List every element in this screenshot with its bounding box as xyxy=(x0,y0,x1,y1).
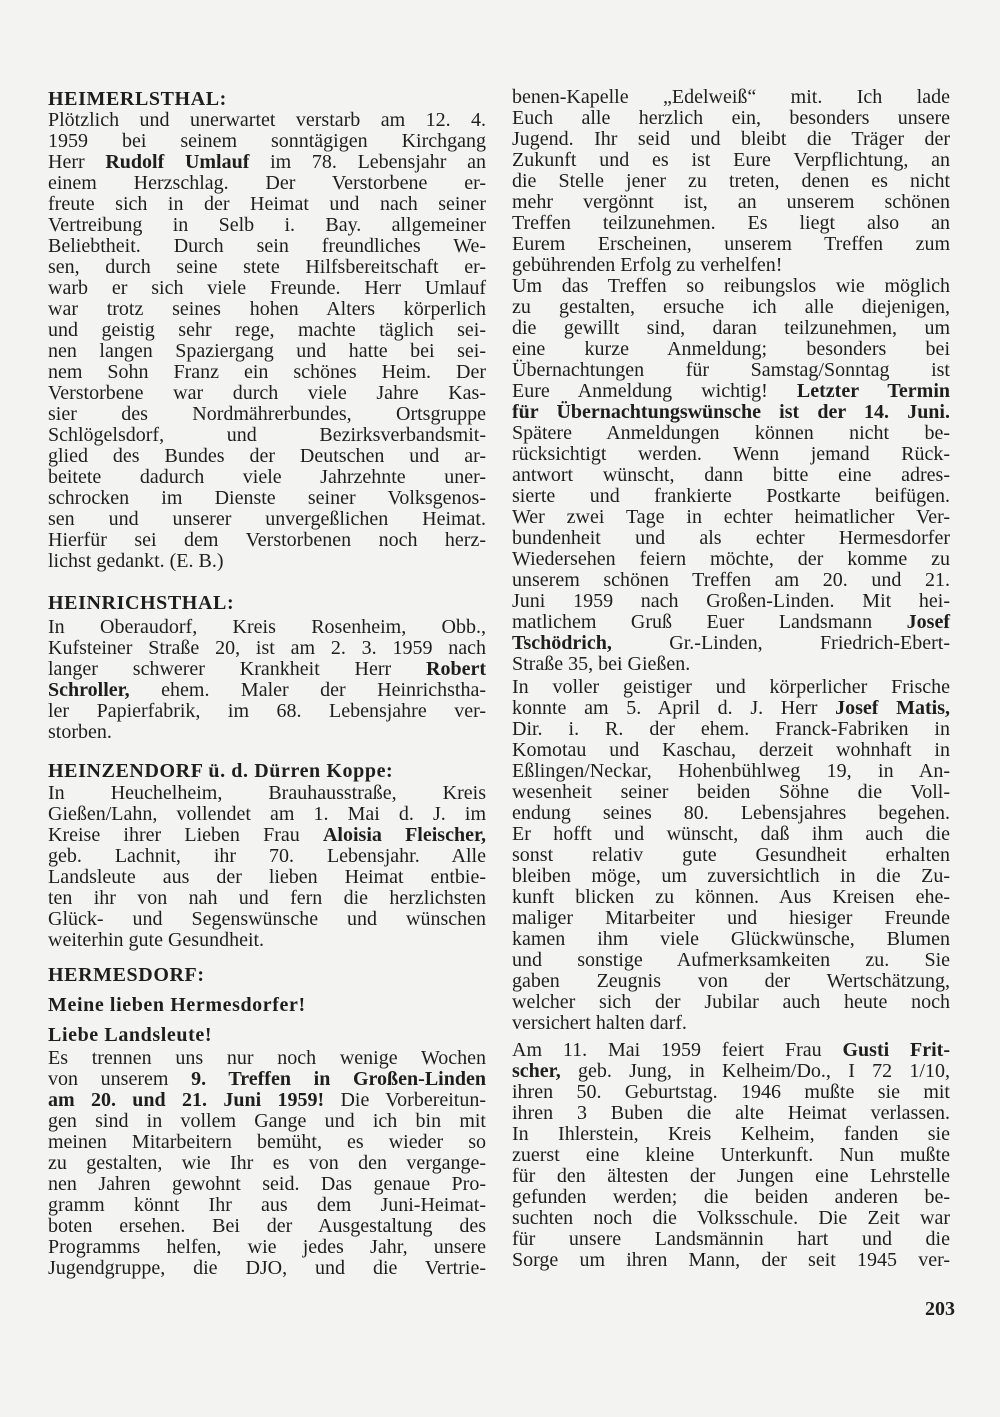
text-line xyxy=(512,866,950,887)
text-span: meinen Mitarbeitern bemüht, es wieder so xyxy=(48,1131,486,1153)
text-span: Jugend. Ihr seid und bleibt die Träger der xyxy=(512,128,950,150)
text-span: Treffen teilzunehmen. Es liegt also an xyxy=(512,212,950,234)
text-line xyxy=(48,131,486,152)
text-span: geb. Lachnit, ihr 70. Lebensjahr. Alle xyxy=(48,845,486,867)
text-span: Glück- und Segenswünsche und wünschen xyxy=(48,908,486,930)
text-span: sierte und frankierte Postkarte beifügen. xyxy=(512,485,950,507)
text-line xyxy=(512,908,950,929)
text-line xyxy=(512,1103,950,1124)
text-line xyxy=(512,971,950,992)
text-span: gebührenden Erfolg zu verhelfen! xyxy=(512,254,783,276)
text-line xyxy=(512,1250,950,1271)
text-span: Er hofft und wünscht, daß ihm auch die xyxy=(512,823,950,845)
text-line xyxy=(512,381,950,402)
text-line xyxy=(48,722,486,743)
text-span: nen langen Spaziergang und hatte bei sei- xyxy=(48,340,486,362)
text-line xyxy=(512,782,950,803)
text-span: zuerst eine kleine Unterkunft. Nun mußte xyxy=(512,1144,950,1166)
text-span: kunft blicken zu können. Aus Kreisen ehe- xyxy=(512,886,950,908)
text-span: einem Herzschlag. Der Verstorbene er- xyxy=(48,172,486,194)
text-span: In Heuchelheim, Brauhausstraße, Kreis xyxy=(48,782,486,804)
text-span: Am 11. Mai 1959 feiert Frau xyxy=(512,1039,843,1061)
text-line xyxy=(512,929,950,950)
text-line xyxy=(512,824,950,845)
text-span: versichert halten darf. xyxy=(512,1012,687,1034)
text-span: Es trennen uns nur noch wenige Wochen xyxy=(48,1047,486,1069)
text-span: maliger Mitarbeiter und hiesiger Freunde xyxy=(512,907,950,929)
text-line xyxy=(48,701,486,722)
text-line xyxy=(48,1258,486,1279)
text-line xyxy=(48,1237,486,1258)
text-line xyxy=(512,339,950,360)
bold-text: am 20. und 21. Juni 1959! xyxy=(48,1089,325,1111)
text-line xyxy=(48,1216,486,1237)
bold-text: Letzter Termin xyxy=(796,380,951,402)
text-span: Beliebtheit. Durch sein freundliches We- xyxy=(48,235,486,257)
text-span: gen sind in vollem Gange und ich bin mit xyxy=(48,1110,486,1132)
text-line xyxy=(48,1153,486,1174)
text-line xyxy=(48,825,486,846)
text-line xyxy=(48,467,486,488)
bold-text: Aloisia Fleischer, xyxy=(322,824,486,846)
text-line xyxy=(512,1208,950,1229)
text-line xyxy=(48,1048,486,1069)
text-span: konnte am 5. April d. J. Herr xyxy=(512,697,836,719)
text-line xyxy=(512,1229,950,1250)
text-line xyxy=(48,680,486,701)
text-line xyxy=(512,719,950,740)
text-line xyxy=(512,402,950,423)
text-line xyxy=(48,110,486,131)
text-line xyxy=(48,617,486,638)
text-line xyxy=(512,297,950,318)
text-span: schrocken im Dienste seiner Volksgenos- xyxy=(48,487,486,509)
text-span: kamen ihm viele Glückwünsche, Blumen xyxy=(512,928,950,950)
text-span: die gewillt sind, daran teilzunehmen, um xyxy=(512,317,950,339)
text-span: antwort wünscht, dann bitte eine adres- xyxy=(512,464,950,486)
text-line xyxy=(512,740,950,761)
text-span: glied des Bundes der Deutschen und ar- xyxy=(48,445,486,467)
text-span: Eurem Erscheinen, unserem Treffen zum xyxy=(512,233,950,255)
text-span: sier des Nordmährerbundes, Ortsgruppe xyxy=(48,403,486,425)
text-line xyxy=(512,654,950,675)
text-span: für unsere Landsmännin hart und die xyxy=(512,1228,950,1250)
text-span: unserem schönen Treffen am 20. und 21. xyxy=(512,569,950,591)
text-span: Wer zwei Tage in echter heimatlicher Ver- xyxy=(512,506,950,528)
text-line xyxy=(48,341,486,362)
text-line xyxy=(512,486,950,507)
text-span: Herr xyxy=(48,151,106,173)
bold-text: 9. Treffen in Großen-Linden xyxy=(191,1068,486,1090)
text-span: sen, durch seine stete Hilfsbereitschaft er- xyxy=(48,256,486,278)
text-span: Programms helfen, wie jedes Jahr, unsere xyxy=(48,1236,486,1258)
text-span: benen-Kapelle „Edelweiß“ mit. Ich lade xyxy=(512,86,950,108)
text-line xyxy=(512,698,950,719)
text-line xyxy=(48,425,486,446)
text-span: Spätere Anmeldungen können nicht be- xyxy=(512,422,950,444)
text-line xyxy=(48,804,486,825)
text-line xyxy=(48,551,486,572)
bold-text: Tschödrich, xyxy=(512,632,612,654)
bold-text: Schroller, xyxy=(48,679,130,701)
text-span: und sonstige Aufmerksamkeiten zu. Sie xyxy=(512,949,950,971)
text-span: Zukunft und es ist Eure Verpflichtung, an xyxy=(512,149,950,171)
text-line xyxy=(512,108,950,129)
text-line xyxy=(48,1195,486,1216)
text-span: Übernachtungen für Samstag/Sonntag ist xyxy=(512,359,950,381)
section-heading-heinrichsthal: HEINRICHSTHAL: xyxy=(48,592,235,614)
text-span: Sorge um ihren Mann, der seit 1945 ver- xyxy=(512,1249,950,1271)
text-line xyxy=(512,234,950,255)
text-span: die Stelle jener zu treten, denen es nicht xyxy=(512,170,950,192)
text-line xyxy=(512,465,950,486)
text-line xyxy=(512,992,950,1013)
text-span: Jugendgruppe, die DJO, und die Vertrie- xyxy=(48,1257,486,1279)
text-line xyxy=(48,1090,486,1111)
text-line xyxy=(48,1069,486,1090)
text-span: ler Papierfabrik, im 68. Lebensjahre ver- xyxy=(48,700,486,722)
text-line xyxy=(48,446,486,467)
text-line xyxy=(48,173,486,194)
text-line xyxy=(512,570,950,591)
text-line xyxy=(48,362,486,383)
text-span: im 78. Lebensjahr an xyxy=(249,151,486,173)
text-line xyxy=(48,488,486,509)
text-line xyxy=(512,360,950,381)
text-line xyxy=(512,1145,950,1166)
text-span: für den ältesten der Jungen eine Lehrstelle xyxy=(512,1165,950,1187)
text-span: Verstorbene war durch viele Jahre Kas- xyxy=(48,382,486,404)
text-line xyxy=(512,1040,950,1061)
paragraph xyxy=(48,110,486,572)
text-span: Dir. i. R. der ehem. Franck-Fabriken in xyxy=(512,718,950,740)
text-span: und geistig sehr rege, machte täglich sei- xyxy=(48,319,486,341)
text-span: Wiedersehen feiern möchte, der komme zu xyxy=(512,548,950,570)
paragraph xyxy=(512,87,950,675)
text-span: Komotau und Kaschau, derzeit wohnhaft in xyxy=(512,739,950,761)
text-span: Gießen/Lahn, vollendet am 1. Mai d. J. im xyxy=(48,803,486,825)
text-span: bleiben möge, um zuversichtlich in die Zu- xyxy=(512,865,950,887)
paragraph xyxy=(48,783,486,951)
text-span: Juni 1959 nach Großen-Linden. Mit hei- xyxy=(512,590,950,612)
text-line xyxy=(48,867,486,888)
text-span: Straße 35, bei Gießen. xyxy=(512,653,691,675)
section-heading-heimerlsthal: HEIMERLSTHAL: xyxy=(48,88,227,110)
text-line xyxy=(512,887,950,908)
text-line xyxy=(512,633,950,654)
text-line xyxy=(48,194,486,215)
text-line xyxy=(512,845,950,866)
text-line xyxy=(512,192,950,213)
text-line xyxy=(48,215,486,236)
text-span: Um das Treffen so reibungslos wie möglich xyxy=(512,275,950,297)
paragraph xyxy=(512,677,950,1034)
text-span: zu gestalten, wie Ihr es von den vergange- xyxy=(48,1152,486,1174)
text-span: von unserem xyxy=(48,1068,192,1090)
bold-text: Gusti Frit- xyxy=(842,1039,950,1061)
bold-text: Rudolf Umlauf xyxy=(105,151,250,173)
text-span: sen und unserer unvergeßlichen Heimat. xyxy=(48,508,486,530)
text-span: mehr vergönnt ist, an unserem schönen xyxy=(512,191,950,213)
text-span: gramm könnt Ihr aus dem Juni-Heimat- xyxy=(48,1194,486,1216)
paragraph xyxy=(48,617,486,743)
text-line xyxy=(512,129,950,150)
text-span: war trotz seines hohen Alters körperlich xyxy=(48,298,486,320)
paragraph xyxy=(512,1040,950,1271)
text-line xyxy=(48,1132,486,1153)
text-span: In voller geistiger und körperlicher Frische xyxy=(512,676,950,698)
bold-text: scher, xyxy=(512,1060,561,1082)
text-line xyxy=(48,383,486,404)
text-line xyxy=(48,909,486,930)
text-line xyxy=(48,888,486,909)
text-span: rücksichtigt werden. Wenn jemand Rück- xyxy=(512,443,950,465)
text-span: gaben Zeugnis von der Wertschätzung, xyxy=(512,970,950,992)
text-span: storben. xyxy=(48,721,112,743)
text-line xyxy=(512,1013,950,1034)
text-span: weiterhin gute Gesundheit. xyxy=(48,929,265,951)
text-line xyxy=(512,507,950,528)
text-span: Vertreibung in Selb i. Bay. allgemeiner xyxy=(48,214,486,236)
text-line xyxy=(512,87,950,108)
text-span: eine kurze Anmeldung; besonders bei xyxy=(512,338,950,360)
text-span: geb. Jung, in Kelheim/Do., I 72 1/10, xyxy=(560,1060,950,1082)
text-line xyxy=(48,530,486,551)
text-span: 1959 bei seinem sonntägigen Kirchgang xyxy=(48,130,486,152)
section-heading-heinzendorf: HEINZENDORF ü. d. Dürren Koppe: xyxy=(48,760,394,782)
bold-text: Robert xyxy=(426,658,486,680)
text-span: Plötzlich und unerwartet verstarb am 12. 4. xyxy=(48,109,486,131)
text-line xyxy=(48,299,486,320)
text-line xyxy=(512,761,950,782)
text-line xyxy=(512,318,950,339)
text-span: bundenheit und als echter Hermesdorfer xyxy=(512,527,950,549)
text-line xyxy=(48,1174,486,1195)
text-line xyxy=(48,509,486,530)
text-line xyxy=(48,278,486,299)
text-line xyxy=(512,1166,950,1187)
text-span: ihren 3 Buben die alte Heimat verlassen. xyxy=(512,1102,950,1124)
text-span: warb er sich viele Freunde. Herr Umlauf xyxy=(48,277,486,299)
text-span: In Ihlerstein, Kreis Kelheim, fanden sie xyxy=(512,1123,950,1145)
text-span: wesenheit seiner beiden Söhne die Voll- xyxy=(512,781,950,803)
text-span: nen Jahren gewohnt seid. Das genaue Pro- xyxy=(48,1173,486,1195)
text-span: boten ersehen. Bei der Ausgestaltung des xyxy=(48,1215,486,1237)
text-span: Gr.-Linden, Friedrich-Ebert- xyxy=(611,632,950,654)
text-line xyxy=(512,1124,950,1145)
text-line xyxy=(512,591,950,612)
text-span: ihren 50. Geburtstag. 1946 mußte sie mit xyxy=(512,1081,950,1103)
text-span: Die Vorbereitun- xyxy=(324,1089,487,1111)
text-line xyxy=(512,150,950,171)
text-span: Kreise ihrer Lieben Frau xyxy=(48,824,323,846)
text-span: ten ihr von nah und fern die herzlichsten xyxy=(48,887,486,909)
text-line xyxy=(48,236,486,257)
text-span: Kufsteiner Straße 20, ist am 2. 3. 1959 nach xyxy=(48,637,486,659)
subheading: Meine lieben Hermesdorfer! xyxy=(48,994,306,1016)
text-span: sonst relativ gute Gesundheit erhalten xyxy=(512,844,950,866)
bold-text: Josef xyxy=(906,611,950,633)
text-span: langer schwerer Krankheit Herr xyxy=(48,658,427,680)
text-line xyxy=(48,152,486,173)
text-span: Hierfür sei dem Verstorbenen noch herz- xyxy=(48,529,486,551)
text-line xyxy=(512,423,950,444)
text-line xyxy=(512,255,950,276)
text-line xyxy=(512,677,950,698)
text-span: Eure Anmeldung wichtig! xyxy=(512,380,797,402)
bold-text: Josef Matis, xyxy=(835,697,950,719)
text-span: Landsleute aus der lieben Heimat entbie- xyxy=(48,866,486,888)
text-span: suchten noch die Volksschule. Die Zeit war xyxy=(512,1207,950,1229)
text-span: ehem. Maler der Heinrichstha- xyxy=(129,679,486,701)
text-span: welcher sich der Jubilar auch heute noch xyxy=(512,991,950,1013)
text-span: endung seines 80. Lebensjahres begehen. xyxy=(512,802,950,824)
text-span: gefunden werden; die beiden anderen be- xyxy=(512,1186,950,1208)
text-line xyxy=(512,213,950,234)
text-span: In Oberaudorf, Kreis Rosenheim, Obb., xyxy=(48,616,486,638)
text-span: matlichem Gruß Euer Landsmann xyxy=(512,611,907,633)
text-span: beitete dadurch viele Jahrzehnte uner- xyxy=(48,466,486,488)
text-line xyxy=(48,783,486,804)
paragraph xyxy=(48,1048,486,1279)
text-span: freute sich in der Heimat und nach seiner xyxy=(48,193,486,215)
text-line xyxy=(48,1111,486,1132)
text-span: Schlögelsdorf, und Bezirksverbandsmit- xyxy=(48,424,486,446)
text-line xyxy=(48,846,486,867)
text-line xyxy=(48,659,486,680)
text-line xyxy=(512,276,950,297)
text-line xyxy=(48,404,486,425)
text-line xyxy=(512,950,950,971)
text-span: nem Sohn Franz ein schönes Heim. Der xyxy=(48,361,486,383)
text-line xyxy=(48,257,486,278)
text-line xyxy=(48,930,486,951)
text-line xyxy=(512,803,950,824)
page-number: 203 xyxy=(925,1298,955,1320)
text-span: Euch alle herzlich ein, besonders unsere xyxy=(512,107,950,129)
subheading: Liebe Landsleute! xyxy=(48,1024,213,1046)
text-line xyxy=(512,612,950,633)
text-line xyxy=(512,528,950,549)
text-span: zu gestalten, ersuche ich alle diejenigen, xyxy=(512,296,950,318)
text-line xyxy=(512,1061,950,1082)
bold-text: für Übernachtungswünsche ist der 14. Juni. xyxy=(512,401,950,423)
text-span: Eßlingen/Neckar, Hohenbühlweg 19, in An- xyxy=(512,760,950,782)
text-span: lichst gedankt. (E. B.) xyxy=(48,550,224,572)
text-line xyxy=(512,171,950,192)
text-line xyxy=(512,549,950,570)
text-line xyxy=(48,638,486,659)
text-line xyxy=(512,1082,950,1103)
section-heading-hermesdorf: HERMESDORF: xyxy=(48,964,205,986)
text-line xyxy=(512,1187,950,1208)
text-line xyxy=(512,444,950,465)
text-line xyxy=(48,320,486,341)
